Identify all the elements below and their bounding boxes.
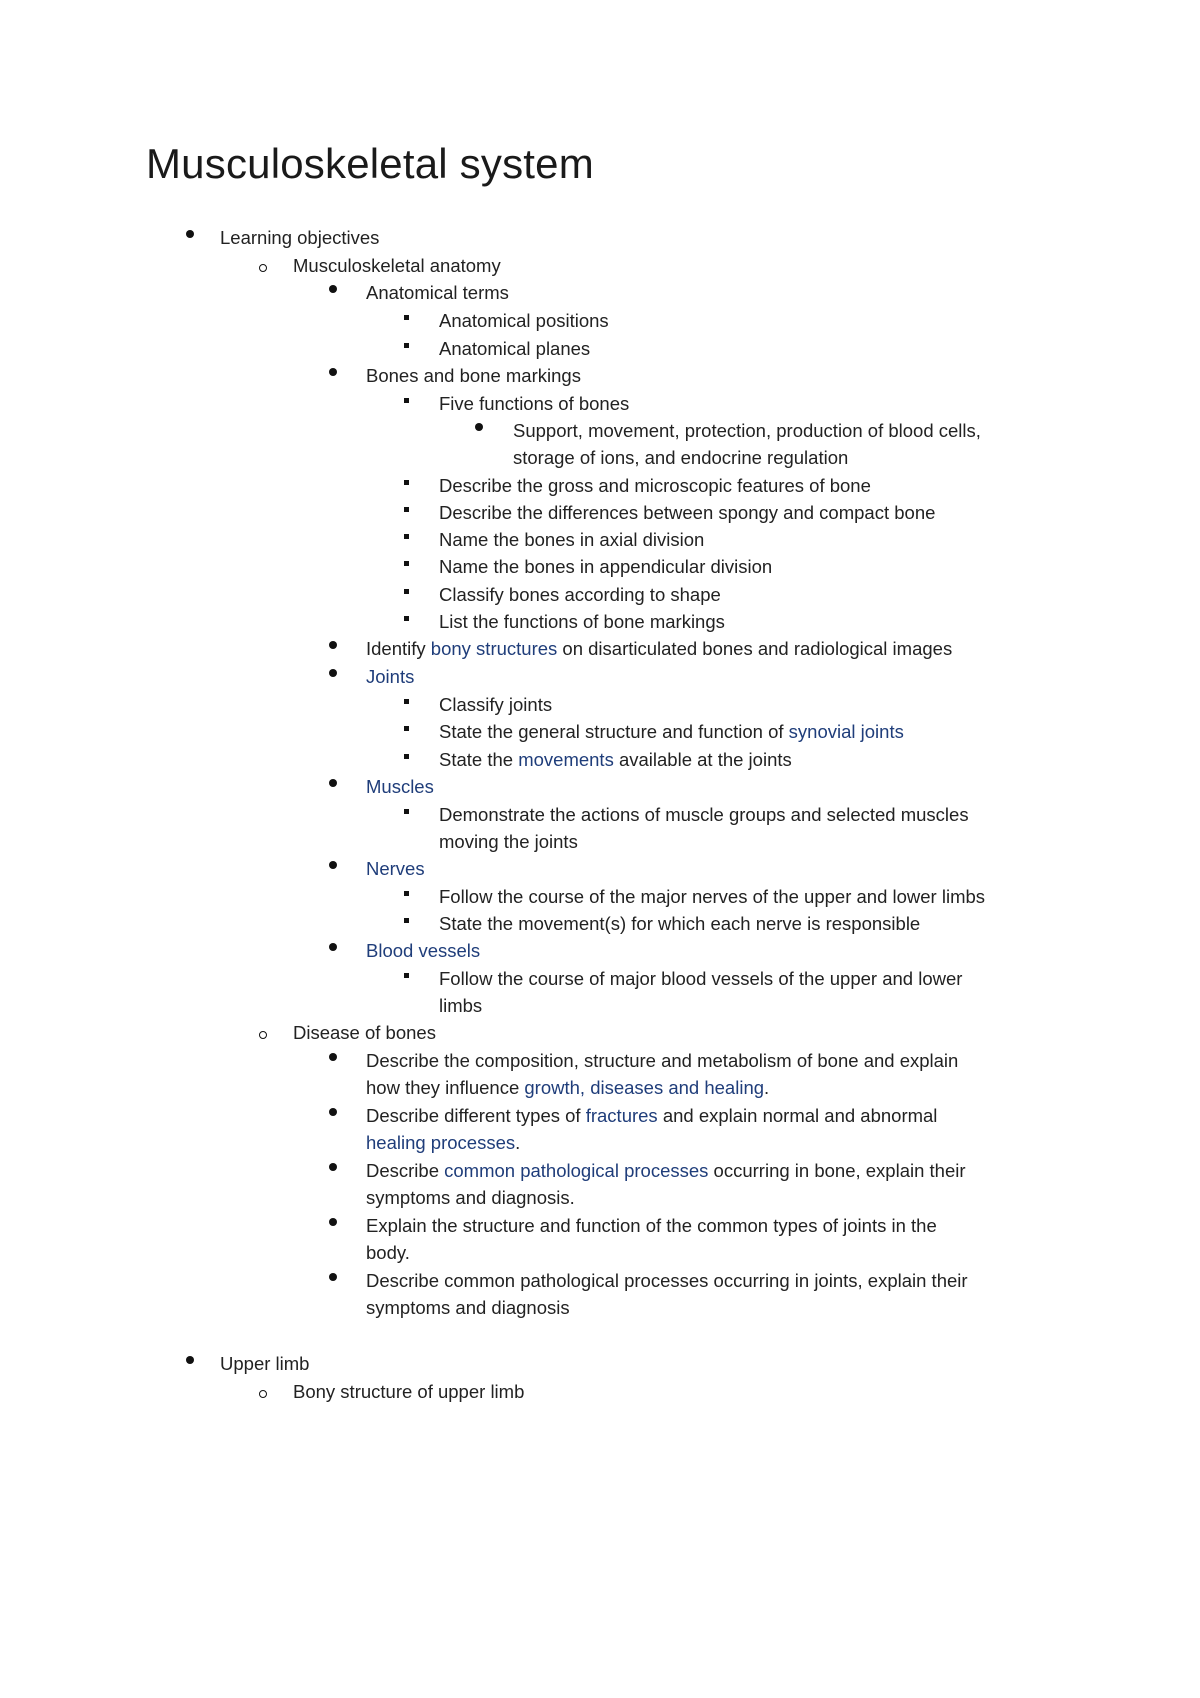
bullet-square: [404, 480, 409, 485]
bullet-circle: [259, 1031, 267, 1039]
bullet-disc: [329, 1053, 337, 1061]
list-item-disease-of-bones: Disease of bones: [293, 1022, 436, 1043]
list-item-axial-division: Name the bones in axial division: [439, 529, 705, 550]
bullet-square: [404, 891, 409, 896]
list-item-muscle-actions: Demonstrate the actions of muscle groups and selected muscles: [439, 804, 969, 825]
link-joints[interactable]: Joints: [366, 666, 415, 687]
list-item-bones-and-bone-markings: Bones and bone markings: [366, 365, 581, 386]
bullet-square: [404, 589, 409, 594]
bullet-square: [404, 616, 409, 621]
link-nerves[interactable]: Nerves: [366, 858, 425, 879]
list-item-nerves-course: Follow the course of the major nerves of the upper and lower limbs: [439, 886, 986, 907]
bullet-square: [404, 315, 409, 320]
list-item-vessels-course-cont: limbs: [439, 995, 483, 1016]
list-item-spongy-compact: Describe the differences between spongy and compact bone: [439, 502, 936, 523]
list-item-anatomical-positions: Anatomical positions: [439, 310, 609, 331]
bullet-disc: [329, 779, 337, 787]
text-run: .: [515, 1132, 521, 1153]
list-item-musculoskeletal-anatomy: Musculoskeletal anatomy: [293, 255, 501, 276]
list-item-functions-list: Support, movement, protection, production of blood cells,: [513, 420, 981, 441]
list-item-bone-composition-cont: [366, 1074, 769, 1101]
bullet-disc: [329, 943, 337, 951]
link-growth-diseases-healing[interactable]: growth, diseases and healing: [524, 1077, 765, 1098]
bullet-square: [404, 973, 409, 978]
text-run: and explain normal and abnormal: [657, 1105, 938, 1126]
list-item-vessels-course: Follow the course of major blood vessels of the upper and lower: [439, 968, 963, 989]
bullet-square: [404, 398, 409, 403]
bullet-disc: [329, 861, 337, 869]
link-blood-vessels[interactable]: Blood vessels: [366, 940, 481, 961]
list-item-anatomical-planes: Anatomical planes: [439, 338, 591, 359]
list-item-nerves-movement: State the movement(s) for which each nerve is responsible: [439, 913, 921, 934]
text-run: Describe: [366, 1160, 445, 1181]
bullet-circle: [259, 264, 267, 272]
bullet-disc: [475, 423, 483, 431]
link-common-pathological-processes[interactable]: common pathological processes: [444, 1160, 709, 1181]
list-item-bone-pathology-cont: symptoms and diagnosis.: [366, 1187, 575, 1208]
text-run: Identify: [366, 638, 431, 659]
document-title: Musculoskeletal system: [146, 140, 594, 187]
bullet-disc: [186, 1356, 194, 1364]
list-item-bone-pathology: [366, 1157, 966, 1184]
bullet-disc: [329, 285, 337, 293]
bullet-disc: [329, 641, 337, 649]
list-item-bone-markings-functions: List the functions of bone markings: [439, 611, 725, 632]
list-item-appendicular-division: Name the bones in appendicular division: [439, 556, 773, 577]
list-item-anatomical-terms: Anatomical terms: [366, 282, 509, 303]
bullet-square: [404, 726, 409, 731]
list-item-classify-bones: Classify bones according to shape: [439, 584, 721, 605]
list-item-bony-structure-upper-limb: Bony structure of upper limb: [293, 1381, 525, 1402]
bullet-disc: [329, 1218, 337, 1226]
list-item-identify-bony-structures: [366, 635, 952, 662]
link-synovial-joints[interactable]: synovial joints: [788, 721, 904, 742]
text-run: how they influence: [366, 1077, 525, 1098]
list-item-five-functions: Five functions of bones: [439, 393, 630, 414]
list-item-joint-movements: [439, 746, 792, 773]
text-run: available at the joints: [613, 749, 792, 770]
bullet-disc: [186, 230, 194, 238]
list-item-fractures: [366, 1102, 937, 1129]
bullet-disc: [329, 1108, 337, 1116]
link-bony-structures[interactable]: bony structures: [430, 638, 558, 659]
text-run: occurring in bone, explain their: [708, 1160, 966, 1181]
bullet-circle: [259, 1390, 267, 1398]
bullet-disc: [329, 368, 337, 376]
list-item-joint-structure-cont: body.: [366, 1242, 410, 1263]
text-run: on disarticulated bones and radiological images: [557, 638, 953, 659]
bullet-square: [404, 561, 409, 566]
link-healing-processes[interactable]: healing processes: [366, 1132, 516, 1153]
bullet-square: [404, 343, 409, 348]
bullet-disc: [329, 669, 337, 677]
bullet-disc: [329, 1163, 337, 1171]
link-muscles[interactable]: Muscles: [366, 776, 434, 797]
text-run: State the general structure and function of: [439, 721, 789, 742]
list-item-muscle-actions-cont: moving the joints: [439, 831, 578, 852]
bullet-square: [404, 534, 409, 539]
bullet-square: [404, 809, 409, 814]
bullet-square: [404, 507, 409, 512]
list-item-bone-composition: Describe the composition, structure and metabolism of bone and explain: [366, 1050, 959, 1071]
list-item-classify-joints: Classify joints: [439, 694, 553, 715]
text-run: .: [764, 1077, 770, 1098]
bullet-square: [404, 754, 409, 759]
list-item-functions-list-cont: storage of ions, and endocrine regulation: [513, 447, 849, 468]
list-item-joint-pathology: Describe common pathological processes occurring in joints, explain their: [366, 1270, 968, 1291]
list-item-fractures-cont: [366, 1129, 520, 1156]
list-item-gross-microscopic: Describe the gross and microscopic features of bone: [439, 475, 871, 496]
bullet-square: [404, 699, 409, 704]
list-item-synovial-joints: [439, 718, 904, 745]
list-item-joint-pathology-cont: symptoms and diagnosis: [366, 1297, 570, 1318]
link-movements[interactable]: movements: [518, 749, 614, 770]
text-run: State the: [439, 749, 519, 770]
bullet-square: [404, 918, 409, 923]
link-fractures[interactable]: fractures: [585, 1105, 658, 1126]
list-item-upper-limb: Upper limb: [220, 1353, 310, 1374]
text-run: Describe different types of: [366, 1105, 586, 1126]
list-item-joint-structure: Explain the structure and function of the common types of joints in the: [366, 1215, 937, 1236]
list-item-learning-objectives: Learning objectives: [220, 227, 380, 248]
bullet-disc: [329, 1273, 337, 1281]
